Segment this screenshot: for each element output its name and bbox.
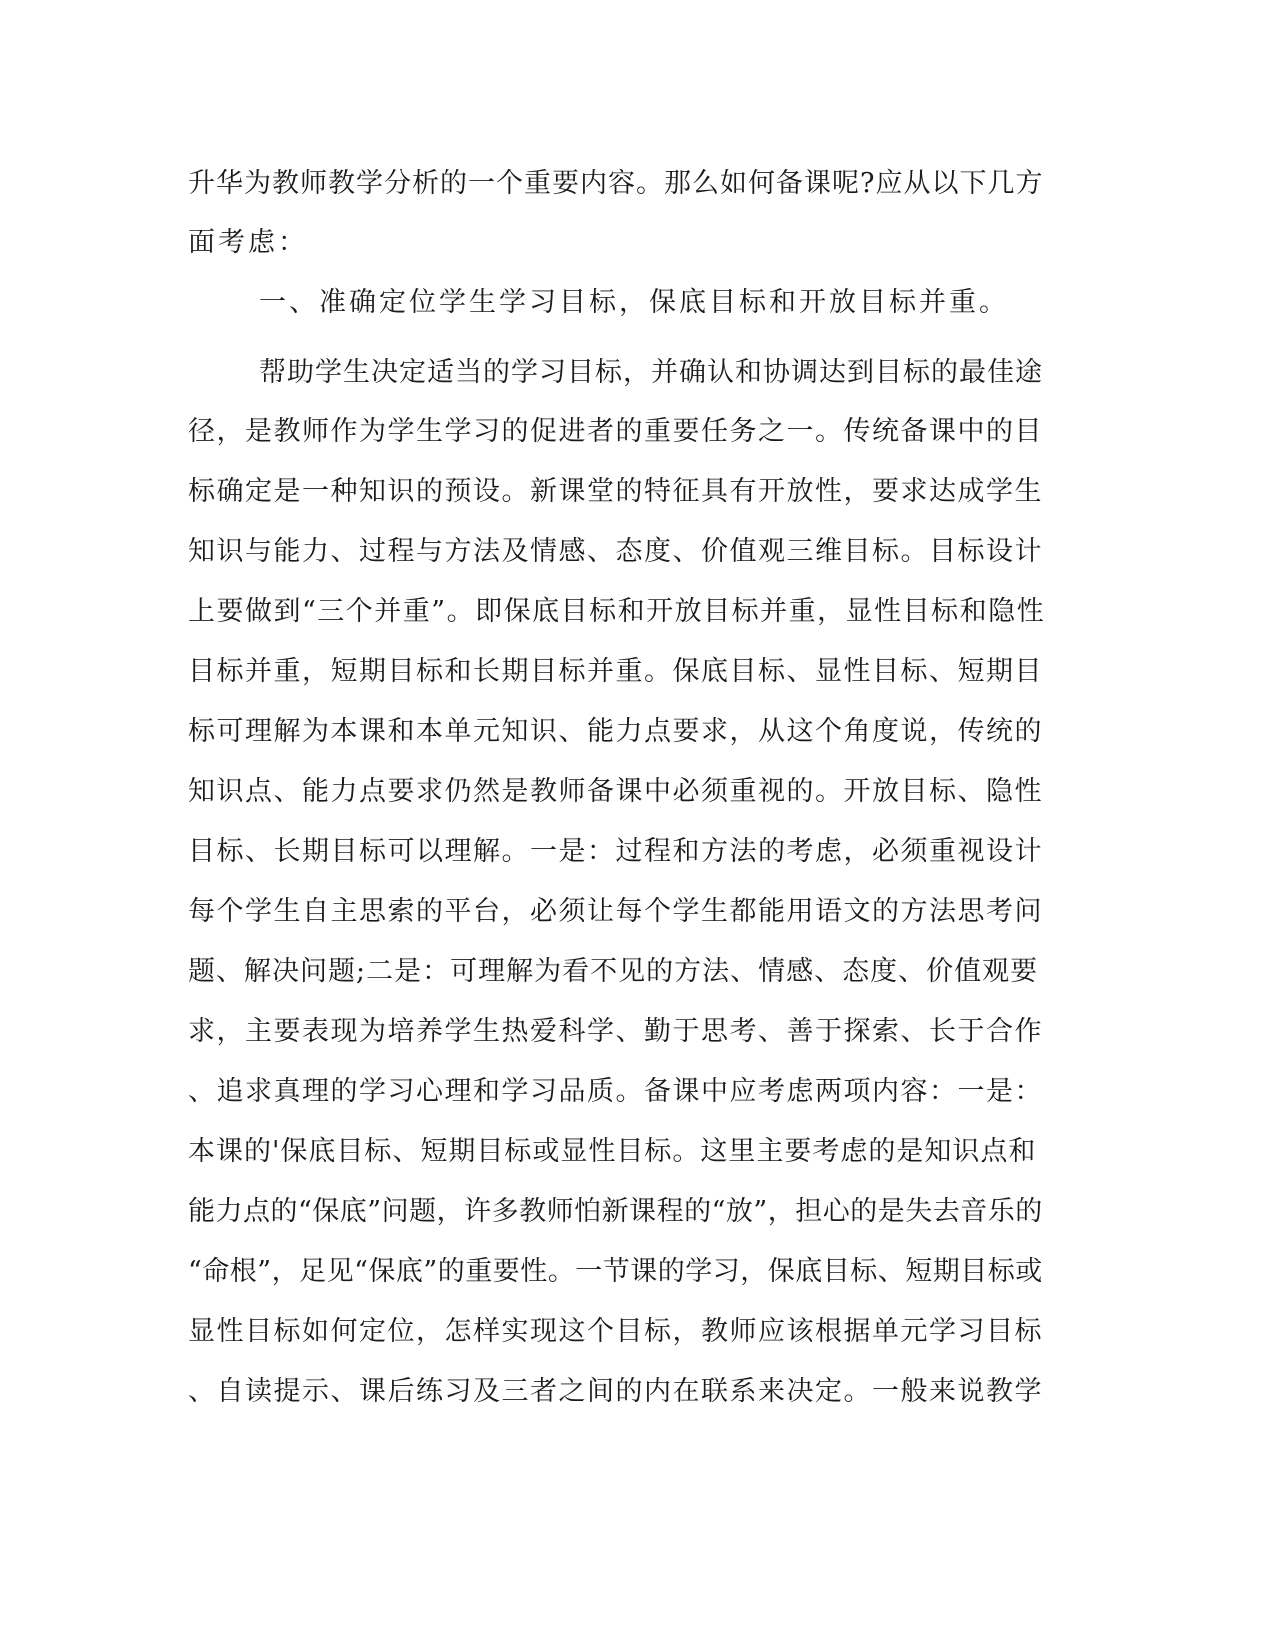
text-line: 帮助学生决定适当的学习目标，并确认和协调达到目标的最佳途	[259, 357, 1043, 388]
text-line: 目标、长期目标可以理解。一是：过程和方法的考虑，必须重视设计	[188, 836, 1043, 867]
text-line: 本课的'保底目标、短期目标或显性目标。这里主要考虑的是知识点和	[188, 1136, 1037, 1167]
text-line: 、追求真理的学习心理和学习品质。备课中应考虑两项内容：一是：	[188, 1076, 1043, 1107]
text-line: “命根”，足见“保底”的重要性。一节课的学习，保底目标、短期目标或	[188, 1256, 1043, 1287]
text-line: 求，主要表现为培养学生热爱科学、勤于思考、善于探索、长于合作	[188, 1016, 1043, 1047]
text-line: 每个学生自主思索的平台，必须让每个学生都能用语文的方法思考问	[188, 896, 1043, 927]
text-line: 、自读提示、课后练习及三者之间的内在联系来决定。一般来说教学	[188, 1376, 1043, 1407]
section-heading: 一、准确定位学生学习目标，保底目标和开放目标并重。	[259, 287, 1009, 318]
text-line: 径，是教师作为学生学习的促进者的重要任务之一。传统备课中的目	[188, 416, 1043, 447]
text-line: 能力点的“保底”问题，许多教师怕新课程的“放”，担心的是失去音乐的	[188, 1196, 1043, 1227]
text-line: 升华为教师教学分析的一个重要内容。那么如何备课呢?应从以下几方	[188, 168, 1044, 199]
text-line: 知识与能力、过程与方法及情感、态度、价值观三维目标。目标设计	[188, 536, 1043, 567]
text-line: 显性目标如何定位，怎样实现这个目标，教师应该根据单元学习目标	[188, 1316, 1043, 1347]
text-line: 上要做到“三个并重”。即保底目标和开放目标并重，显性目标和隐性	[188, 596, 1046, 627]
text-line: 面考虑：	[188, 227, 308, 258]
text-line: 题、解决问题;二是：可理解为看不见的方法、情感、态度、价值观要	[188, 956, 1039, 987]
text-line: 目标并重，短期目标和长期目标并重。保底目标、显性目标、短期目	[188, 656, 1043, 687]
text-line: 标可理解为本课和本单元知识、能力点要求，从这个角度说，传统的	[188, 716, 1043, 747]
text-line: 标确定是一种知识的预设。新课堂的特征具有开放性，要求达成学生	[188, 476, 1043, 507]
text-line: 知识点、能力点要求仍然是教师备课中必须重视的。开放目标、隐性	[188, 776, 1043, 807]
